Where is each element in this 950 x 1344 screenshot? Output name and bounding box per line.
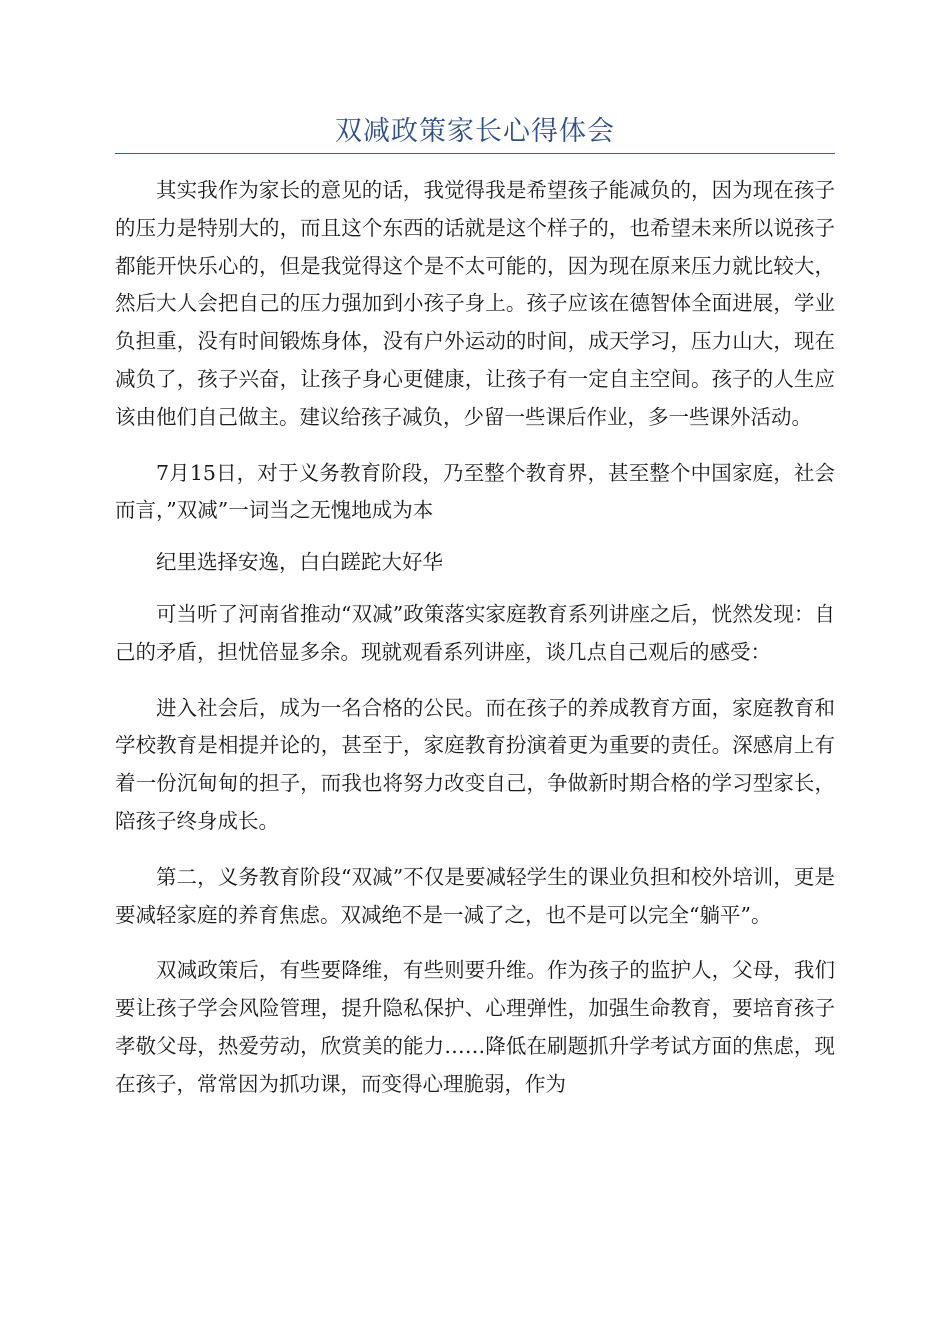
- document-body: [115, 172, 835, 1122]
- title-underline: [115, 153, 835, 154]
- paragraph-4: 可当听了河南省推动“双减”政策落实家庭教育系列讲座之后，恍然发现：自己的矛盾，担忧倍显多余。现就观看系列讲座，谈几点自己观后的感受：: [115, 601, 835, 664]
- paragraph-1: 其实我作为家长的意见的话，我觉得我是希望孩子能减负的，因为现在孩子的压力是特别大的，而且这个东西的话就是这个样子的，也希望未来所以说孩子都能开快乐心的，但是我觉得这个是不太可能的，因为现在原来压力就比较大，然后大人会把自己的压力强加到小孩子身上。孩子应该在德智体全面进展，学业负担重，没有时间锻炼身体，没有户外运动的时间，成天学习，压力山大，现在减负了，孩子兴奋，让孩子身心更健康，让孩子有一定自主空间。孩子的人生应该由他们自己做主。建议给孩子减负，少留一些课后作业，多一些课外活动。: [115, 178, 835, 429]
- paragraph-3: 纪里选择安逸，白白蹉跎大好华: [156, 550, 443, 575]
- document-title: 双减政策家长心得体会: [335, 116, 615, 147]
- paragraph-5: 进入社会后，成为一名合格的公民。而在孩子的养成教育方面，家庭教育和学校教育是相提并论的，甚至于，家庭教育扮演着更为重要的责任。深感肩上有着一份沉甸甸的担子，而我也将努力改变自己，争做新时期合格的学习型家长，陪孩子终身成长。: [115, 695, 835, 833]
- paragraph-2: 7月15日，对于义务教育阶段，乃至整个教育界，甚至整个中国家庭，社会而言，”双减”一词当之无愧地成为本: [115, 460, 835, 523]
- paragraph-7: 双减政策后，有些要降维，有些则要升维。作为孩子的监护人，父母，我们要让孩子学会风险管理，提升隐私保护、心理弹性，加强生命教育，要培育孩子孝敬父母，热爱劳动，欣赏美的能力……降低在刷题抓升学考试方面的焦虑，现在孩子，常常因为抓功课，而变得心理脆弱，作为: [115, 958, 835, 1096]
- paragraph-6: 第二，义务教育阶段“双减”不仅是要减轻学生的课业负担和校外培训，更是要减轻家庭的养育焦虑。双减绝不是一减了之，也不是可以完全“躺平”。: [115, 864, 835, 927]
